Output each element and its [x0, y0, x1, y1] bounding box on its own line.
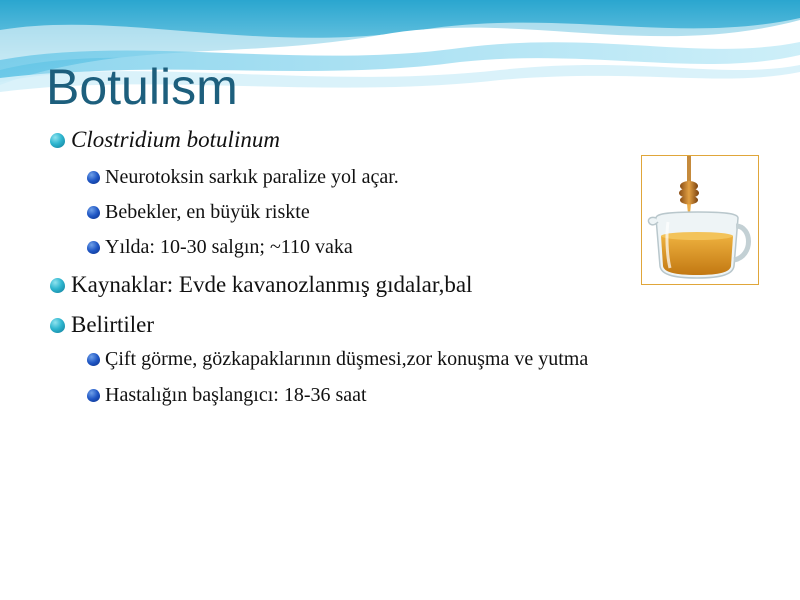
bullet-neurotoksin — [87, 166, 399, 189]
bullet-text: Clostridium botulinum — [71, 127, 280, 152]
slide-title: Botulism — [46, 59, 238, 115]
teal-bullet-icon — [50, 278, 65, 293]
bullet-text: Hastalığın başlangıcı: 18-36 saat — [105, 384, 367, 406]
bullet-yilda — [87, 236, 353, 259]
teal-bullet-icon — [50, 318, 65, 333]
bullet-baslangic — [87, 384, 367, 407]
bullet-bebekler — [87, 201, 310, 224]
bullet-text: Çift görme, gözkapaklarının düşmesi,zor konuşma ve yutma — [105, 348, 589, 370]
blue-bullet-icon — [87, 171, 100, 184]
bullet-belirtiler — [50, 312, 154, 338]
blue-bullet-icon — [87, 241, 100, 254]
bullet-text: Bebekler, en büyük riskte — [105, 201, 310, 223]
blue-bullet-icon — [87, 206, 100, 219]
blue-bullet-icon — [87, 389, 100, 402]
bullet-cift-gorme — [87, 348, 588, 371]
bullet-text: Neurotoksin sarkık paralize yol açar. — [105, 166, 399, 188]
bullet-text: Kaynaklar: Evde kavanozlanmış gıdalar,bal — [71, 272, 473, 297]
bullet-kaynaklar — [50, 272, 472, 298]
honey-jar-image — [641, 155, 759, 285]
bullet-text: Yılda: 10-30 salgın; ~110 vaka — [105, 236, 353, 258]
bullet-clostridium-botulinum — [50, 127, 280, 153]
honey-dipper-pitcher-icon — [642, 156, 758, 284]
blue-bullet-icon — [87, 353, 100, 366]
teal-bullet-icon — [50, 133, 65, 148]
bullet-text: Belirtiler — [71, 312, 155, 337]
